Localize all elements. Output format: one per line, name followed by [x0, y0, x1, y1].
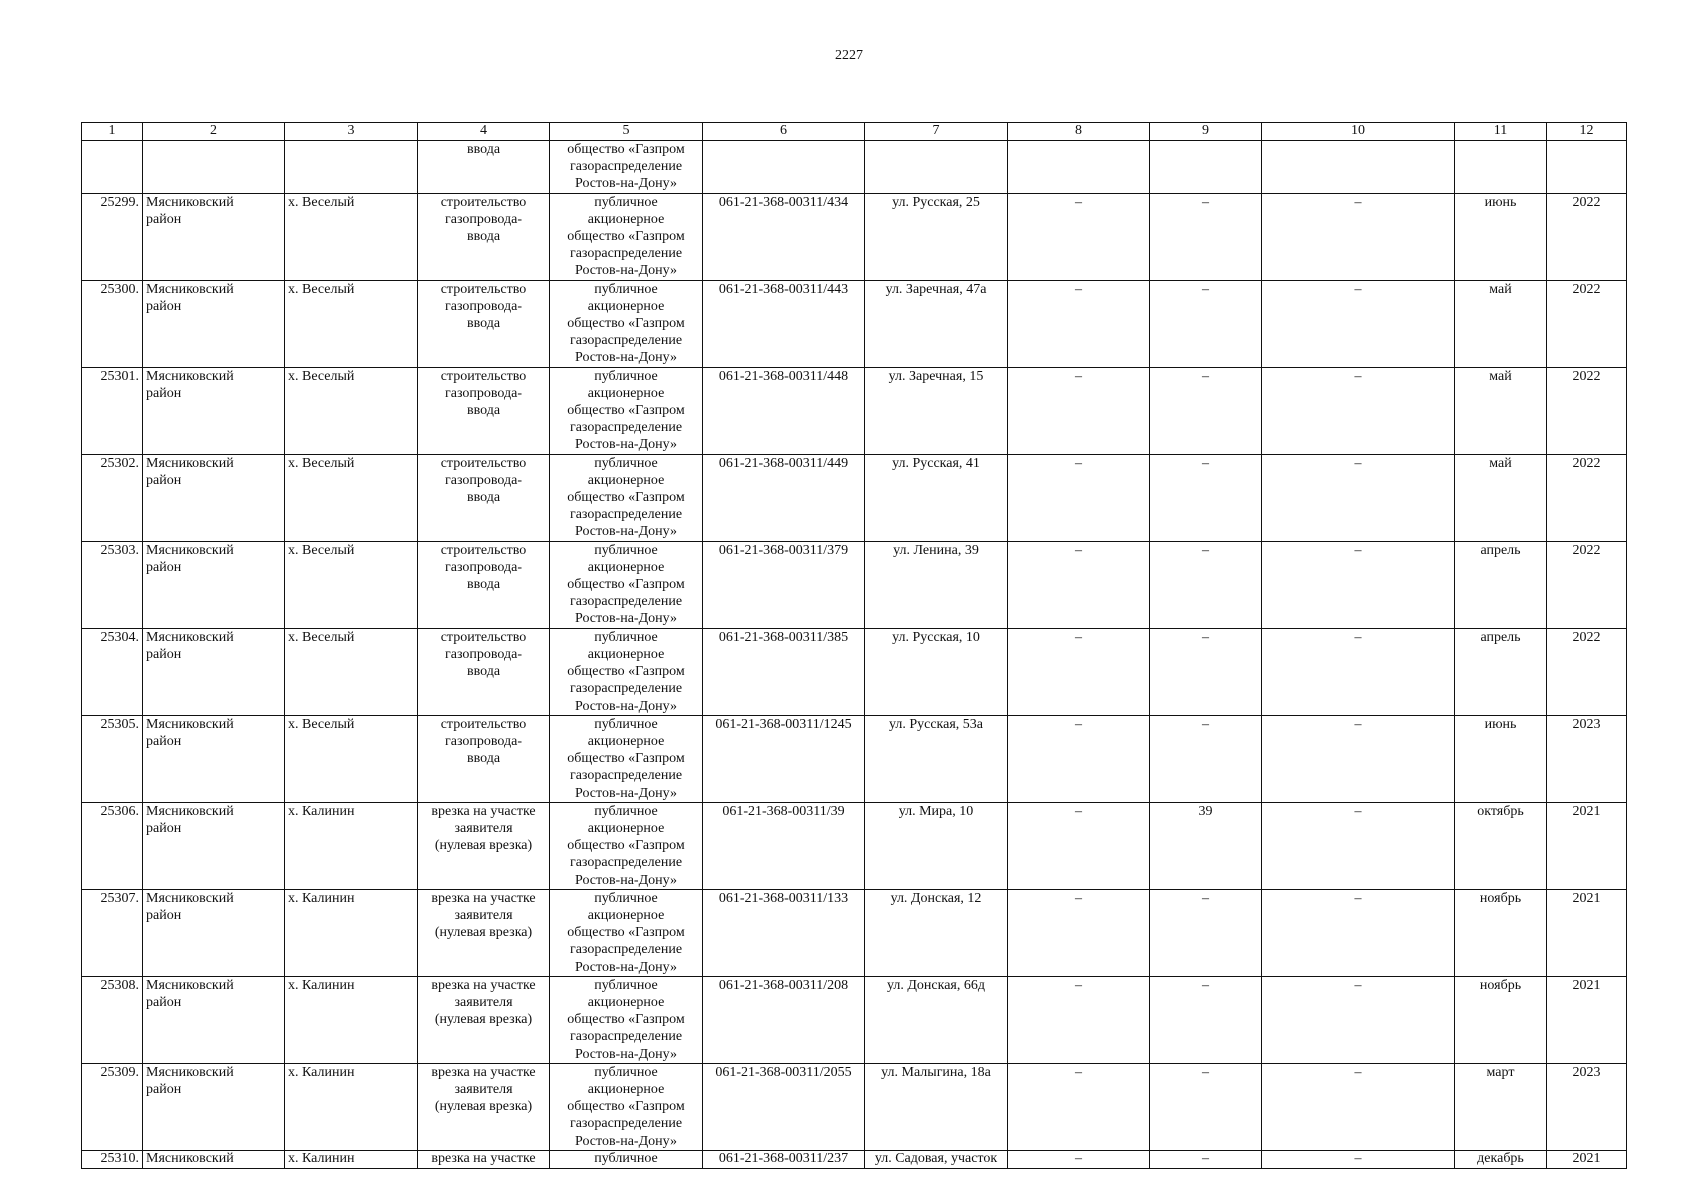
col10-cell: – — [1262, 802, 1455, 889]
continuation-row — [82, 141, 1627, 194]
permit-code-cell: 061-21-368-00311/2055 — [703, 1063, 865, 1150]
column-header: 3 — [285, 123, 418, 141]
district-cell: Мясниковский район — [143, 280, 285, 367]
col9-cell: – — [1150, 715, 1262, 802]
row-number-cell: 25303. — [82, 541, 143, 628]
col8-cell: – — [1008, 367, 1150, 454]
address-cell: ул. Заречная, 15 — [865, 367, 1008, 454]
month-cell: декабрь — [1455, 1150, 1547, 1168]
organization-cell: публичное акционерное общество «Газпром газораспределение Ростов-на-Дону» — [550, 889, 703, 976]
col8-cell: – — [1008, 802, 1150, 889]
col8-cell: – — [1008, 628, 1150, 715]
column-header: 2 — [143, 123, 285, 141]
col8-cell: – — [1008, 976, 1150, 1063]
table-row — [82, 280, 1627, 367]
table-row — [82, 454, 1627, 541]
year-cell: 2023 — [1547, 1063, 1627, 1150]
col10-cell: – — [1262, 628, 1455, 715]
district-cell: Мясниковский район — [143, 976, 285, 1063]
district-cell: Мясниковский район — [143, 454, 285, 541]
table-row — [82, 628, 1627, 715]
table-row — [82, 541, 1627, 628]
work-type-cell: строительство газопровода- ввода — [418, 193, 550, 280]
year-cell: 2021 — [1547, 976, 1627, 1063]
table-row — [82, 1063, 1627, 1150]
organization-cell: публичное акционерное общество «Газпром газораспределение Ростов-на-Дону» — [550, 976, 703, 1063]
locality-cell: х. Калинин — [285, 1063, 418, 1150]
col8-cell: – — [1008, 1063, 1150, 1150]
table-row — [82, 1150, 1627, 1168]
locality-cell: х. Калинин — [285, 976, 418, 1063]
work-type-cell: врезка на участке заявителя (нулевая врезка) — [418, 889, 550, 976]
col9-cell: – — [1150, 628, 1262, 715]
permit-code-cell: 061-21-368-00311/133 — [703, 889, 865, 976]
address-cell: ул. Русская, 41 — [865, 454, 1008, 541]
column-header: 5 — [550, 123, 703, 141]
organization-cell: публичное акционерное общество «Газпром газораспределение Ростов-на-Дону» — [550, 802, 703, 889]
col10-cell: – — [1262, 1150, 1455, 1168]
table-row — [82, 367, 1627, 454]
year-cell: 2022 — [1547, 628, 1627, 715]
row-number-cell: 25299. — [82, 193, 143, 280]
row-number-cell: 25310. — [82, 1150, 143, 1168]
month-cell: октябрь — [1455, 802, 1547, 889]
organization-cell: публичное акционерное общество «Газпром газораспределение Ростов-на-Дону» — [550, 715, 703, 802]
year-cell: 2021 — [1547, 802, 1627, 889]
col9-cell: – — [1150, 541, 1262, 628]
work-type-cell: врезка на участке заявителя (нулевая врезка) — [418, 802, 550, 889]
work-type-cell: врезка на участке — [418, 1150, 550, 1168]
district-cell: Мясниковский район — [143, 715, 285, 802]
col10-cell: – — [1262, 280, 1455, 367]
row-number-cell: 25305. — [82, 715, 143, 802]
col10-cell: – — [1262, 889, 1455, 976]
permit-code-cell: 061-21-368-00311/385 — [703, 628, 865, 715]
column-header: 8 — [1008, 123, 1150, 141]
column-header: 1 — [82, 123, 143, 141]
work-type-cell: строительство газопровода- ввода — [418, 628, 550, 715]
locality-cell: х. Веселый — [285, 367, 418, 454]
organization-cell: публичное акционерное общество «Газпром газораспределение Ростов-на-Дону» — [550, 280, 703, 367]
row-number-cell: 25301. — [82, 367, 143, 454]
col8-cell: – — [1008, 541, 1150, 628]
table-row — [82, 802, 1627, 889]
work-type-cell: строительство газопровода- ввода — [418, 367, 550, 454]
address-cell: ул. Русская, 10 — [865, 628, 1008, 715]
col9-cell: – — [1150, 889, 1262, 976]
col9-cell: – — [1150, 976, 1262, 1063]
locality-cell: х. Веселый — [285, 454, 418, 541]
permit-code-cell: 061-21-368-00311/449 — [703, 454, 865, 541]
permit-code-cell: 061-21-368-00311/448 — [703, 367, 865, 454]
organization-cell: публичное акционерное общество «Газпром газораспределение Ростов-на-Дону» — [550, 454, 703, 541]
work-type-cell: врезка на участке заявителя (нулевая врезка) — [418, 1063, 550, 1150]
month-cell: май — [1455, 280, 1547, 367]
page-number: 2227 — [835, 48, 863, 63]
col10-cell: – — [1262, 193, 1455, 280]
month-cell: апрель — [1455, 541, 1547, 628]
row-number-cell: 25302. — [82, 454, 143, 541]
col10-cell: – — [1262, 976, 1455, 1063]
organization-cell: публичное — [550, 1150, 703, 1168]
month-cell: март — [1455, 1063, 1547, 1150]
locality-cell: х. Калинин — [285, 1150, 418, 1168]
address-cell: ул. Донская, 66д — [865, 976, 1008, 1063]
organization-cell: общество «Газпром газораспределение Ростов-на-Дону» — [550, 141, 703, 194]
year-cell: 2023 — [1547, 715, 1627, 802]
address-cell: ул. Русская, 53а — [865, 715, 1008, 802]
permit-code-cell: 061-21-368-00311/379 — [703, 541, 865, 628]
permit-code-cell: 061-21-368-00311/39 — [703, 802, 865, 889]
locality-cell: х. Веселый — [285, 628, 418, 715]
locality-cell: х. Калинин — [285, 889, 418, 976]
col9-cell: – — [1150, 193, 1262, 280]
address-cell: ул. Донская, 12 — [865, 889, 1008, 976]
year-cell: 2022 — [1547, 367, 1627, 454]
locality-cell: х. Веселый — [285, 541, 418, 628]
organization-cell: публичное акционерное общество «Газпром газораспределение Ростов-на-Дону» — [550, 628, 703, 715]
organization-cell: публичное акционерное общество «Газпром газораспределение Ростов-на-Дону» — [550, 1063, 703, 1150]
year-cell: 2022 — [1547, 193, 1627, 280]
table-row — [82, 889, 1627, 976]
work-type-cell: строительство газопровода- ввода — [418, 280, 550, 367]
col10-cell: – — [1262, 541, 1455, 628]
col9-cell: – — [1150, 454, 1262, 541]
col10-cell: – — [1262, 454, 1455, 541]
row-number-cell: 25306. — [82, 802, 143, 889]
work-type-cell: строительство газопровода- ввода — [418, 541, 550, 628]
district-cell: Мясниковский район — [143, 367, 285, 454]
organization-cell: публичное акционерное общество «Газпром газораспределение Ростов-на-Дону» — [550, 193, 703, 280]
col10-cell: – — [1262, 367, 1455, 454]
year-cell: 2021 — [1547, 1150, 1627, 1168]
permit-code-cell: 061-21-368-00311/208 — [703, 976, 865, 1063]
column-header: 9 — [1150, 123, 1262, 141]
column-header: 10 — [1262, 123, 1455, 141]
month-cell: апрель — [1455, 628, 1547, 715]
row-number-cell: 25309. — [82, 1063, 143, 1150]
district-cell: Мясниковский район — [143, 541, 285, 628]
locality-cell: х. Веселый — [285, 715, 418, 802]
col8-cell: – — [1008, 715, 1150, 802]
col9-cell: – — [1150, 1063, 1262, 1150]
column-header: 7 — [865, 123, 1008, 141]
column-header: 4 — [418, 123, 550, 141]
column-header: 12 — [1547, 123, 1627, 141]
district-cell: Мясниковский район — [143, 1063, 285, 1150]
row-number-cell: 25307. — [82, 889, 143, 976]
month-cell: ноябрь — [1455, 976, 1547, 1063]
organization-cell: публичное акционерное общество «Газпром газораспределение Ростов-на-Дону» — [550, 367, 703, 454]
column-header: 6 — [703, 123, 865, 141]
month-cell: июнь — [1455, 715, 1547, 802]
address-cell: ул. Ленина, 39 — [865, 541, 1008, 628]
col9-cell: 39 — [1150, 802, 1262, 889]
district-cell: Мясниковский — [143, 1150, 285, 1168]
locality-cell: х. Веселый — [285, 193, 418, 280]
col8-cell: – — [1008, 889, 1150, 976]
address-cell: ул. Заречная, 47а — [865, 280, 1008, 367]
table-row — [82, 976, 1627, 1063]
district-cell: Мясниковский район — [143, 628, 285, 715]
permit-code-cell: 061-21-368-00311/237 — [703, 1150, 865, 1168]
table-row — [82, 715, 1627, 802]
col9-cell: – — [1150, 1150, 1262, 1168]
year-cell: 2022 — [1547, 541, 1627, 628]
locality-cell: х. Калинин — [285, 802, 418, 889]
month-cell: июнь — [1455, 193, 1547, 280]
column-numbers-row — [82, 123, 1627, 141]
col8-cell: – — [1008, 193, 1150, 280]
address-cell: ул. Садовая, участок — [865, 1150, 1008, 1168]
locality-cell: х. Веселый — [285, 280, 418, 367]
month-cell: ноябрь — [1455, 889, 1547, 976]
district-cell: Мясниковский район — [143, 889, 285, 976]
work-type-cell: строительство газопровода- ввода — [418, 454, 550, 541]
address-cell: ул. Мира, 10 — [865, 802, 1008, 889]
row-number-cell: 25304. — [82, 628, 143, 715]
col10-cell: – — [1262, 715, 1455, 802]
month-cell: май — [1455, 454, 1547, 541]
address-cell: ул. Русская, 25 — [865, 193, 1008, 280]
column-header: 11 — [1455, 123, 1547, 141]
year-cell: 2022 — [1547, 454, 1627, 541]
address-cell: ул. Малыгина, 18а — [865, 1063, 1008, 1150]
year-cell: 2021 — [1547, 889, 1627, 976]
row-number-cell: 25308. — [82, 976, 143, 1063]
district-cell: Мясниковский район — [143, 802, 285, 889]
col9-cell: – — [1150, 367, 1262, 454]
col9-cell: – — [1150, 280, 1262, 367]
col10-cell: – — [1262, 1063, 1455, 1150]
permit-code-cell: 061-21-368-00311/434 — [703, 193, 865, 280]
permit-code-cell: 061-21-368-00311/443 — [703, 280, 865, 367]
year-cell: 2022 — [1547, 280, 1627, 367]
work-type-cell: строительство газопровода- ввода — [418, 715, 550, 802]
permit-code-cell: 061-21-368-00311/1245 — [703, 715, 865, 802]
table-row — [82, 193, 1627, 280]
district-cell: Мясниковский район — [143, 193, 285, 280]
organization-cell: публичное акционерное общество «Газпром газораспределение Ростов-на-Дону» — [550, 541, 703, 628]
col8-cell: – — [1008, 454, 1150, 541]
work-type-cell: врезка на участке заявителя (нулевая врезка) — [418, 976, 550, 1063]
work-type-cell: ввода — [418, 141, 550, 194]
col8-cell: – — [1008, 1150, 1150, 1168]
col8-cell: – — [1008, 280, 1150, 367]
month-cell: май — [1455, 367, 1547, 454]
registry-table — [81, 122, 1627, 1169]
row-number-cell: 25300. — [82, 280, 143, 367]
